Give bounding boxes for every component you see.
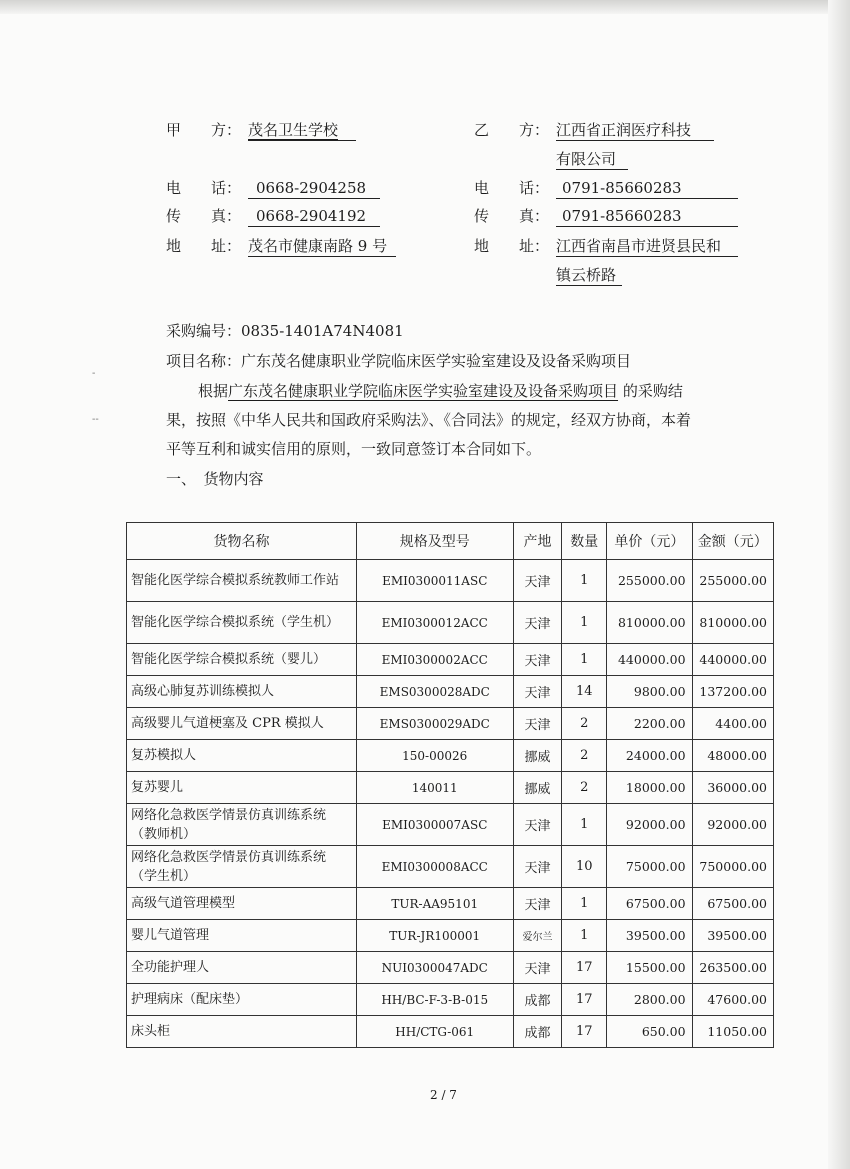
item-qty: 2 xyxy=(562,708,607,740)
item-origin: 天津 xyxy=(513,708,562,740)
item-qty: 1 xyxy=(562,888,607,920)
item-amount: 48000.00 xyxy=(692,740,773,772)
underline xyxy=(556,206,738,227)
item-qty: 17 xyxy=(562,952,607,984)
table-row xyxy=(127,1016,774,1048)
table-row xyxy=(127,560,774,602)
column-header: 规格及型号 xyxy=(356,523,513,560)
item-price: 440000.00 xyxy=(607,644,692,676)
item-qty: 1 xyxy=(562,602,607,644)
table-row xyxy=(127,888,774,920)
underline xyxy=(248,206,380,227)
page-number: 2 / 7 xyxy=(430,1088,457,1102)
item-qty: 1 xyxy=(562,920,607,952)
item-model: EMS0300029ADC xyxy=(356,708,513,740)
item-model: EMI0300008ACC xyxy=(356,846,513,888)
underline xyxy=(556,236,738,257)
party-b-name-label: 乙 方： xyxy=(474,121,550,139)
party-b-address-label: 地 址： xyxy=(474,237,550,255)
section-title: 一、 货物内容 xyxy=(166,470,264,488)
party-a-fax-label: 传 真： xyxy=(166,207,242,225)
item-model: EMI0300012ACC xyxy=(356,602,513,644)
item-model: 140011 xyxy=(356,772,513,804)
item-price: 9800.00 xyxy=(607,676,692,708)
table-row xyxy=(127,952,774,984)
item-origin: 天津 xyxy=(513,952,562,984)
item-amount: 39500.00 xyxy=(692,920,773,952)
item-amount: 36000.00 xyxy=(692,772,773,804)
table-row xyxy=(127,740,774,772)
scan-mark: - xyxy=(92,368,96,379)
party-b-name-line1: 江西省正润医疗科技 xyxy=(556,121,692,139)
item-model: HH/CTG-061 xyxy=(356,1016,513,1048)
party-b-address-line1: 江西省南昌市进贤县民和 xyxy=(556,237,722,255)
item-qty: 10 xyxy=(562,846,607,888)
underline xyxy=(556,120,714,141)
procurement-number: 0835-1401A74N4081 xyxy=(241,322,404,340)
party-a-fax: 0668-2904192 xyxy=(256,207,367,225)
item-name: 高级心肺复苏训练模拟人 xyxy=(127,676,357,708)
item-name: 网络化急救医学情景仿真训练系统（教师机） xyxy=(127,804,357,846)
table-header-row xyxy=(127,523,774,560)
item-amount: 810000.00 xyxy=(692,602,773,644)
underline xyxy=(248,178,380,199)
party-a-phone-label: 电 话： xyxy=(166,179,242,197)
item-price: 39500.00 xyxy=(607,920,692,952)
item-origin: 爱尔兰 xyxy=(513,920,562,952)
party-a-address: 茂名市健康南路 9 号 xyxy=(248,237,388,255)
item-qty: 17 xyxy=(562,984,607,1016)
item-origin: 天津 xyxy=(513,560,562,602)
party-b-fax-label: 传 真： xyxy=(474,207,550,225)
project-name: 广东茂名健康职业学院临床医学实验室建设及设备采购项目 xyxy=(241,352,632,370)
table-row xyxy=(127,804,774,846)
item-amount: 67500.00 xyxy=(692,888,773,920)
party-a-phone: 0668-2904258 xyxy=(256,179,367,197)
item-price: 18000.00 xyxy=(607,772,692,804)
party-b-phone: 0791-85660283 xyxy=(562,179,682,197)
underline xyxy=(248,120,356,141)
column-header: 金额（元） xyxy=(692,523,773,560)
item-model: 150-00026 xyxy=(356,740,513,772)
underline xyxy=(556,265,622,286)
paragraph-project: 广东茂名健康职业学院临床医学实验室建设及设备采购项目 xyxy=(228,382,619,400)
table-row xyxy=(127,984,774,1016)
item-origin: 天津 xyxy=(513,676,562,708)
party-b-phone-label: 电 话： xyxy=(474,179,550,197)
scan-right-edge xyxy=(828,0,850,1169)
table-row xyxy=(127,772,774,804)
item-amount: 11050.00 xyxy=(692,1016,773,1048)
item-origin: 挪威 xyxy=(513,740,562,772)
party-a-address-label: 地 址： xyxy=(166,237,242,255)
table-row xyxy=(127,920,774,952)
item-name: 复苏模拟人 xyxy=(127,740,357,772)
column-header: 单价（元） xyxy=(607,523,692,560)
item-name: 复苏婴儿 xyxy=(127,772,357,804)
item-qty: 17 xyxy=(562,1016,607,1048)
item-origin: 天津 xyxy=(513,602,562,644)
item-amount: 750000.00 xyxy=(692,846,773,888)
project-name-label: 项目名称： xyxy=(166,352,242,370)
scan-mark: -- xyxy=(92,414,99,425)
column-header: 数量 xyxy=(562,523,607,560)
party-b-name-line2: 有限公司 xyxy=(556,150,617,168)
table-row xyxy=(127,708,774,740)
item-model: EMI0300007ASC xyxy=(356,804,513,846)
party-a-name-label: 甲 方： xyxy=(166,121,242,139)
item-model: NUI0300047ADC xyxy=(356,952,513,984)
underline xyxy=(248,236,396,257)
item-price: 650.00 xyxy=(607,1016,692,1048)
item-amount: 137200.00 xyxy=(692,676,773,708)
paragraph-line-2: 果，按照《中华人民共和国政府采购法》、《合同法》的规定，经双方协商，本着 xyxy=(166,411,692,429)
project-name-line xyxy=(166,351,631,371)
table-row xyxy=(127,846,774,888)
item-name: 智能化医学综合模拟系统教师工作站 xyxy=(127,560,357,602)
column-header: 产地 xyxy=(513,523,562,560)
item-qty: 2 xyxy=(562,772,607,804)
item-model: TUR-JR100001 xyxy=(356,920,513,952)
item-model: HH/BC-F-3-B-015 xyxy=(356,984,513,1016)
item-qty: 14 xyxy=(562,676,607,708)
paragraph-line1-end: 的采购结 xyxy=(622,382,683,400)
item-amount: 47600.00 xyxy=(692,984,773,1016)
item-qty: 1 xyxy=(562,644,607,676)
item-name: 网络化急救医学情景仿真训练系统（学生机） xyxy=(127,846,357,888)
item-model: TUR-AA95101 xyxy=(356,888,513,920)
column-header: 货物名称 xyxy=(127,523,357,560)
item-price: 15500.00 xyxy=(607,952,692,984)
item-origin: 成都 xyxy=(513,984,562,1016)
item-origin: 成都 xyxy=(513,1016,562,1048)
item-model: EMI0300002ACC xyxy=(356,644,513,676)
item-qty: 1 xyxy=(562,804,607,846)
item-name: 婴儿气道管理 xyxy=(127,920,357,952)
party-a-name: 茂名卫生学校 xyxy=(248,121,339,139)
party-b-address-line2: 镇云桥路 xyxy=(556,266,617,284)
scan-top-edge xyxy=(0,0,850,14)
item-amount: 92000.00 xyxy=(692,804,773,846)
item-amount: 440000.00 xyxy=(692,644,773,676)
item-price: 810000.00 xyxy=(607,602,692,644)
item-origin: 天津 xyxy=(513,846,562,888)
table-row xyxy=(127,644,774,676)
procurement-number-line xyxy=(166,321,404,341)
item-price: 92000.00 xyxy=(607,804,692,846)
item-name: 护理病床（配床垫） xyxy=(127,984,357,1016)
item-qty: 1 xyxy=(562,560,607,602)
item-name: 高级婴儿气道梗塞及 CPR 模拟人 xyxy=(127,708,357,740)
item-qty: 2 xyxy=(562,740,607,772)
paragraph-line-1 xyxy=(198,381,683,401)
item-origin: 天津 xyxy=(513,804,562,846)
item-amount: 263500.00 xyxy=(692,952,773,984)
item-origin: 天津 xyxy=(513,888,562,920)
item-price: 2800.00 xyxy=(607,984,692,1016)
item-name: 高级气道管理模型 xyxy=(127,888,357,920)
item-model: EMS0300028ADC xyxy=(356,676,513,708)
paragraph-line-3: 平等互利和诚实信用的原则，一致同意签订本合同如下。 xyxy=(166,440,542,458)
table-row xyxy=(127,602,774,644)
goods-table xyxy=(126,522,774,1048)
item-origin: 挪威 xyxy=(513,772,562,804)
item-name: 智能化医学综合模拟系统（婴儿） xyxy=(127,644,357,676)
item-price: 75000.00 xyxy=(607,846,692,888)
item-name: 床头柜 xyxy=(127,1016,357,1048)
item-amount: 4400.00 xyxy=(692,708,773,740)
item-origin: 天津 xyxy=(513,644,562,676)
item-amount: 255000.00 xyxy=(692,560,773,602)
underline xyxy=(556,178,738,199)
item-name: 全功能护理人 xyxy=(127,952,357,984)
table-row xyxy=(127,676,774,708)
paragraph-prefix: 根据 xyxy=(198,382,229,400)
item-price: 67500.00 xyxy=(607,888,692,920)
item-name: 智能化医学综合模拟系统（学生机） xyxy=(127,602,357,644)
item-model: EMI0300011ASC xyxy=(356,560,513,602)
item-price: 255000.00 xyxy=(607,560,692,602)
procurement-number-label: 采购编号： xyxy=(166,322,242,340)
item-price: 24000.00 xyxy=(607,740,692,772)
item-price: 2200.00 xyxy=(607,708,692,740)
party-b-fax: 0791-85660283 xyxy=(562,207,682,225)
underline xyxy=(556,149,628,170)
